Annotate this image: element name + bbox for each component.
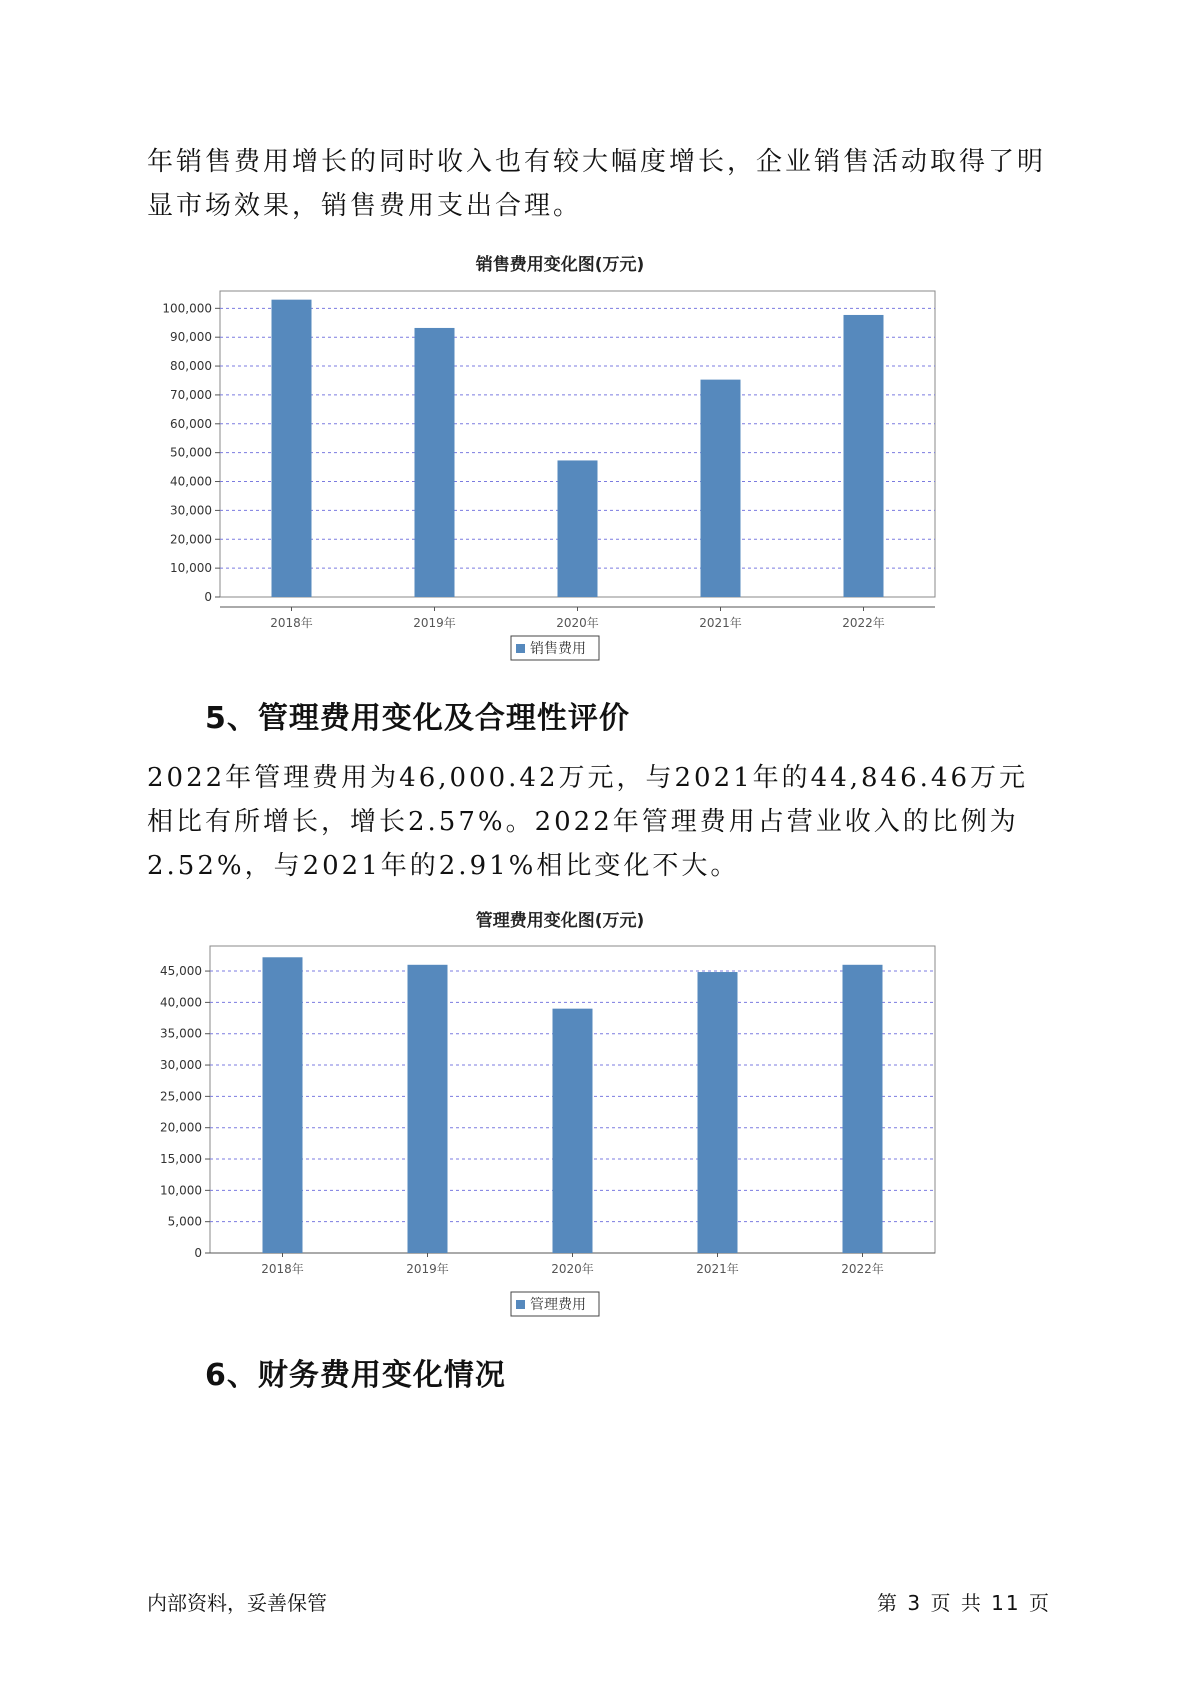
x-tick-label: 2022年 xyxy=(841,1262,884,1276)
bar-2018年 xyxy=(272,300,312,597)
bar-2019年 xyxy=(415,328,455,597)
footer-confidential: 内部资料，妥善保管 xyxy=(147,1591,327,1615)
bar-2019年 xyxy=(408,965,448,1253)
y-tick-label: 80,000 xyxy=(170,359,212,374)
y-tick-label: 30,000 xyxy=(170,503,212,518)
legend-swatch xyxy=(516,1300,525,1309)
x-tick-label: 2018年 xyxy=(261,1262,304,1276)
chart-legend xyxy=(511,1292,599,1316)
bar-2021年 xyxy=(698,972,738,1253)
x-tick-label: 2020年 xyxy=(556,616,599,630)
bar-2018年 xyxy=(263,957,303,1253)
x-tick-label: 2019年 xyxy=(406,1262,449,1276)
admin-expense-chart-svg xyxy=(150,896,1030,1326)
bar-2020年 xyxy=(558,460,598,597)
y-tick-label: 50,000 xyxy=(170,445,212,460)
y-tick-label: 100,000 xyxy=(162,301,212,316)
y-tick-label: 15,000 xyxy=(160,1152,202,1167)
section6-heading: 6、财务费用变化情况 xyxy=(205,1358,506,1393)
section5-heading: 5、管理费用变化及合理性评价 xyxy=(205,701,630,736)
chart-legend xyxy=(511,636,599,660)
x-tick-label: 2021年 xyxy=(699,616,742,630)
legend-swatch xyxy=(516,644,525,653)
y-tick-label: 70,000 xyxy=(170,387,212,402)
bar-2022年 xyxy=(844,315,884,597)
x-tick-label: 2018年 xyxy=(270,616,313,630)
y-tick-label: 40,000 xyxy=(160,995,202,1010)
y-tick-label: 10,000 xyxy=(170,561,212,576)
bar-2021年 xyxy=(701,380,741,597)
x-tick-label: 2020年 xyxy=(551,1262,594,1276)
x-tick-label: 2019年 xyxy=(413,616,456,630)
section5-paragraph: 2022年管理费用为46,000.42万元，与2021年的44,846.46万元相比有所增长，增长2.57%。2022年管理费用占营业收入的比例为2.52%，与2021年的2.91%相比变化不大。 xyxy=(147,763,1028,881)
sales-expense-chart xyxy=(150,240,1030,670)
legend-label: 销售费用 xyxy=(530,641,586,657)
admin-expense-chart xyxy=(150,896,1030,1326)
y-tick-label: 5,000 xyxy=(167,1214,202,1229)
chart-title: 销售费用变化图(万元) xyxy=(475,255,645,275)
y-tick-label: 0 xyxy=(204,590,212,604)
footer-page-number: 第 3 页 共 11 页 xyxy=(877,1591,1051,1615)
y-tick-label: 25,000 xyxy=(160,1089,202,1104)
bar-2022年 xyxy=(843,965,883,1253)
x-tick-label: 2021年 xyxy=(696,1262,739,1276)
y-tick-label: 90,000 xyxy=(170,330,212,345)
intro-paragraph: 年销售费用增长的同时收入也有较大幅度增长，企业销售活动取得了明显市场效果，销售费用支出合理。 xyxy=(147,147,1047,221)
y-tick-label: 60,000 xyxy=(170,416,212,431)
y-tick-label: 10,000 xyxy=(160,1183,202,1198)
y-tick-label: 20,000 xyxy=(170,532,212,547)
y-tick-label: 45,000 xyxy=(160,964,202,979)
chart-title: 管理费用变化图(万元) xyxy=(475,911,645,931)
bar-2020年 xyxy=(553,1009,593,1253)
x-tick-label: 2022年 xyxy=(842,616,885,630)
sales-expense-chart-svg xyxy=(150,240,1030,670)
y-tick-label: 35,000 xyxy=(160,1026,202,1041)
y-tick-label: 0 xyxy=(194,1246,202,1260)
legend-label: 管理费用 xyxy=(530,1297,586,1313)
y-tick-label: 20,000 xyxy=(160,1120,202,1135)
y-tick-label: 30,000 xyxy=(160,1058,202,1073)
y-tick-label: 40,000 xyxy=(170,474,212,489)
